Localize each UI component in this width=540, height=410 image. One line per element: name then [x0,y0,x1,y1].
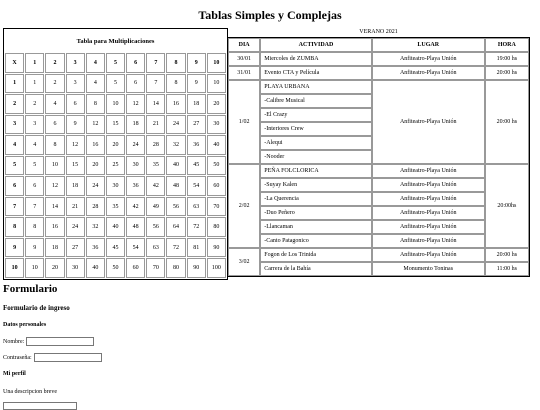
cell-actividad: PLAYA URBANA [260,80,372,94]
table-cell: 6 [126,74,145,94]
col-header-actividad: ACTIVIDAD [260,38,372,52]
schedule-table [227,28,530,277]
table-cell: 10 [207,74,226,94]
table-cell: 70 [146,258,165,278]
table-row [228,248,529,262]
cell-actividad: -Duo Peñero [260,206,372,220]
header-cell: 7 [5,197,24,217]
table-row [228,80,529,94]
multiplication-table-title: Tabla para Multiplicaciones [76,37,155,45]
table-cell: 36 [86,238,105,258]
header-cell: 4 [5,135,24,155]
table-cell: 12 [86,115,105,135]
table-cell: 9 [187,74,206,94]
table-cell: 50 [207,156,226,176]
table-cell: 90 [207,238,226,258]
table-row [228,220,529,234]
header-cell: 10 [5,258,24,278]
header-cell: 2 [45,53,64,73]
cell-lugar: Anfiteatro-Playa Unión [372,80,485,164]
table-cell: 21 [146,115,165,135]
header-cell: 9 [5,238,24,258]
table-cell: 54 [126,238,145,258]
table-cell: 5 [25,156,44,176]
table-cell: 63 [146,238,165,258]
table-cell: 60 [207,176,226,196]
cell-actividad: Miercoles de ZUMBA [260,52,372,66]
table-cell: 10 [106,94,125,114]
table-cell: 80 [207,217,226,237]
cell-lugar: Monumento Toninas [372,262,485,276]
multiplication-grid [5,53,226,278]
table-cell: 4 [45,94,64,114]
cell-hora: 19:00 hs [485,52,529,66]
header-cell: 8 [5,217,24,237]
password-label: Contraseña: [3,354,32,361]
nombre-label: Nombre: [3,338,25,345]
header-cell: 10 [207,53,226,73]
table-cell: 28 [146,135,165,155]
cell-actividad: -El Crazy [260,108,372,122]
table-cell: 6 [45,115,64,135]
table-cell: 40 [86,258,105,278]
table-cell: 36 [187,135,206,155]
cell-lugar: Anfiteatro-Playa Unión [372,248,485,262]
table-cell: 54 [187,176,206,196]
table-cell: 15 [66,156,85,176]
form-heading: Formulario [3,283,58,295]
table-cell: 8 [86,94,105,114]
table-cell: 40 [166,156,185,176]
table-cell: 20 [207,94,226,114]
table-cell: 2 [25,94,44,114]
table-cell: 3 [25,115,44,135]
cell-actividad: -Nooder [260,150,372,164]
table-cell: 20 [86,156,105,176]
table-cell: 16 [86,135,105,155]
table-cell: 5 [106,74,125,94]
cell-dia: 1/02 [228,80,260,164]
table-cell: 1 [25,74,44,94]
table-cell: 20 [106,135,125,155]
table-cell: 30 [106,176,125,196]
table-cell: 40 [207,135,226,155]
table-cell: 7 [146,74,165,94]
profile-heading: Mi perfil [3,371,26,377]
table-cell: 10 [25,258,44,278]
table-cell: 2 [45,74,64,94]
col-header-lugar: LUGAR [372,38,485,52]
cell-hora: 20:00 hs [485,80,529,164]
table-cell: 50 [106,258,125,278]
table-cell: 81 [187,238,206,258]
cell-actividad: -La Querencia [260,192,372,206]
table-cell: 18 [45,238,64,258]
cell-actividad: Fogon de Los Trinida [260,248,372,262]
header-cell: 5 [5,156,24,176]
table-row [228,262,529,276]
header-cell: 3 [5,115,24,135]
header-cell: 6 [5,176,24,196]
table-cell: 8 [25,217,44,237]
cell-actividad: Evento CTA y Película [260,66,372,80]
nombre-row [3,337,94,346]
multiplication-table [3,28,228,280]
table-cell: 18 [187,94,206,114]
table-cell: 40 [106,217,125,237]
table-cell: 42 [126,197,145,217]
table-cell: 100 [207,258,226,278]
table-row [228,192,529,206]
col-header-hora: HORA [485,38,529,52]
table-cell: 20 [45,258,64,278]
cell-hora: 20:00 hs [485,248,529,262]
table-cell: 70 [207,197,226,217]
table-cell: 12 [126,94,145,114]
table-cell: 18 [126,115,145,135]
cell-actividad: -Calibre Musical [260,94,372,108]
table-cell: 45 [187,156,206,176]
table-cell: 72 [166,238,185,258]
table-cell: 32 [86,217,105,237]
nombre-input[interactable] [26,337,94,346]
personal-data-heading: Datos personales [3,322,47,328]
header-cell: 9 [187,53,206,73]
header-cell: 7 [146,53,165,73]
table-cell: 6 [25,176,44,196]
table-cell: 48 [126,217,145,237]
table-cell: 49 [146,197,165,217]
cell-hora: 20:00hs [485,164,529,248]
table-cell: 80 [166,258,185,278]
table-cell: 64 [166,217,185,237]
cell-actividad: -Canto Patagonico [260,234,372,248]
table-cell: 16 [166,94,185,114]
cell-hora: 11:00 hs [485,262,529,276]
cell-lugar: Anfiteatro-Playa Unión [372,178,485,192]
password-row [3,353,102,362]
cell-actividad: -Interiores Crew [260,122,372,136]
cell-dia: 3/02 [228,248,260,276]
header-cell: X [5,53,24,73]
table-cell: 24 [66,217,85,237]
table-row [228,164,529,178]
cell-lugar: Anfiteatro-Playa Unión [372,164,485,178]
table-cell: 15 [106,115,125,135]
table-cell: 24 [166,115,185,135]
col-header-dia: DIA [228,38,260,52]
table-cell: 4 [86,74,105,94]
table-row [228,52,529,66]
table-cell: 35 [106,197,125,217]
table-cell: 12 [66,135,85,155]
table-cell: 24 [86,176,105,196]
table-cell: 30 [207,115,226,135]
cell-hora: 20:00 hs [485,66,529,80]
table-cell: 30 [66,258,85,278]
table-cell: 18 [66,176,85,196]
cell-lugar: Anfiteatro-Playa Unión [372,66,485,80]
table-cell: 8 [45,135,64,155]
table-cell: 36 [126,176,145,196]
header-cell: 6 [126,53,145,73]
profile-description-input[interactable] [3,402,77,410]
cell-actividad: -Llancaman [260,220,372,234]
password-input[interactable] [34,353,102,362]
table-cell: 45 [106,238,125,258]
table-cell: 16 [45,217,64,237]
table-cell: 28 [86,197,105,217]
table-cell: 14 [146,94,165,114]
cell-lugar: Anfiteatro-Playa Unión [372,206,485,220]
table-cell: 8 [166,74,185,94]
header-cell: 4 [86,53,105,73]
table-cell: 9 [66,115,85,135]
table-cell: 42 [146,176,165,196]
cell-lugar: Anfiteatro-Playa Unión [372,234,485,248]
schedule-caption: VERANO 2021 [359,29,398,35]
table-cell: 48 [166,176,185,196]
cell-actividad: Carrera de la Bahía [260,262,372,276]
table-cell: 30 [126,156,145,176]
cell-lugar: Anfiteatro-Playa Unión [372,52,485,66]
table-cell: 9 [25,238,44,258]
form-subheading: Formulario de ingreso [3,304,70,312]
table-cell: 72 [187,217,206,237]
cell-dia: 31/01 [228,66,260,80]
header-cell: 2 [5,94,24,114]
page-title: Tablas Simples y Complejas [198,8,342,22]
header-cell: 1 [25,53,44,73]
table-cell: 63 [187,197,206,217]
cell-actividad: PEÑA FOLCLORICA [260,164,372,178]
cell-dia: 30/01 [228,52,260,66]
table-cell: 32 [166,135,185,155]
table-cell: 12 [45,176,64,196]
header-cell: 3 [66,53,85,73]
table-cell: 27 [66,238,85,258]
table-cell: 4 [25,135,44,155]
table-row [228,66,529,80]
header-cell: 5 [106,53,125,73]
table-cell: 21 [66,197,85,217]
cell-lugar: Anfiteatro-Playa Unión [372,220,485,234]
cell-actividad: -Suyay Kalen [260,178,372,192]
profile-description-label: Una descripcion breve [3,389,57,395]
table-cell: 25 [106,156,125,176]
table-cell: 27 [187,115,206,135]
cell-dia: 2/02 [228,164,260,248]
table-cell: 10 [45,156,64,176]
table-row [228,178,529,192]
table-cell: 3 [66,74,85,94]
table-row [228,206,529,220]
table-cell: 14 [45,197,64,217]
table-cell: 56 [146,217,165,237]
table-cell: 90 [187,258,206,278]
table-cell: 35 [146,156,165,176]
table-row [228,234,529,248]
table-cell: 60 [126,258,145,278]
table-cell: 7 [25,197,44,217]
cell-actividad: -Alequi [260,136,372,150]
table-cell: 6 [66,94,85,114]
header-cell: 1 [5,74,24,94]
table-cell: 56 [166,197,185,217]
cell-lugar: Anfiteatro-Playa Unión [372,192,485,206]
header-cell: 8 [166,53,185,73]
table-cell: 24 [126,135,145,155]
